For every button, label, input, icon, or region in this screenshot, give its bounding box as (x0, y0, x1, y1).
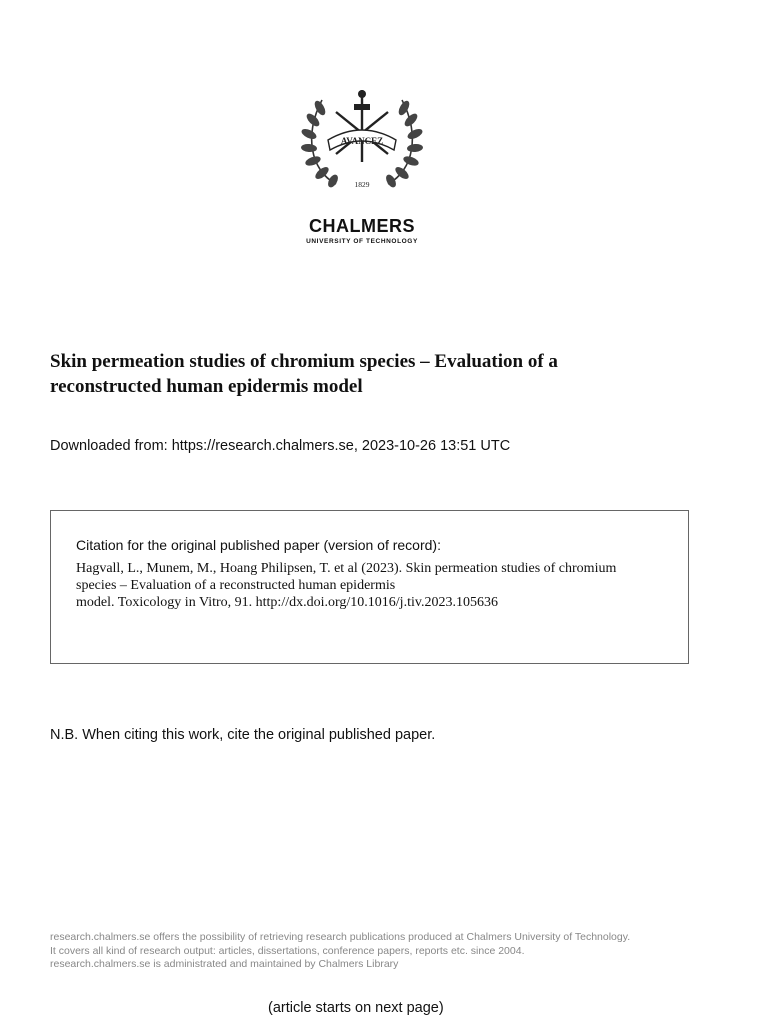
seal-motto: AVANCEZ (340, 136, 384, 146)
citation-box (50, 510, 689, 664)
citation-note: N.B. When citing this work, cite the original published paper. (50, 727, 436, 743)
paper-title-line: Skin permeation studies of chromium species – Evaluation of a (50, 351, 558, 372)
paper-title (50, 349, 710, 399)
download-info: Downloaded from: https://research.chalmers.se, 2023-10-26 13:51 UTC (50, 438, 511, 454)
citation-line: Hagvall, L., Munem, M., Hoang Philipsen, T. et al (2023). Skin permeation studies of chromium (76, 561, 617, 576)
citation-heading: Citation for the original published paper (version of record): (76, 537, 441, 553)
citation-text (76, 560, 676, 611)
footer-line: research.chalmers.se offers the possibility of retrieving research publications produced at Chalmers University of Technology. (50, 931, 631, 943)
citation-line: species – Evaluation of a reconstructed human epidermis (76, 578, 396, 593)
footer-line: research.chalmers.se is administrated and maintained by Chalmers Library (50, 958, 399, 970)
footer-info (50, 931, 630, 972)
footer-line: It covers all kind of research output: articles, dissertations, conference papers, reports etc. since 2004. (50, 944, 525, 957)
seal-year: 1829 (354, 180, 370, 189)
paper-title-line: reconstructed human epidermis model (50, 376, 363, 397)
logo-subtitle: UNIVERSITY OF TECHNOLOGY (306, 238, 418, 245)
chalmers-seal-icon (296, 84, 428, 196)
logo-wordmark: CHALMERS (309, 216, 415, 236)
citation-line: model. Toxicology in Vitro, 91. http://dx.doi.org/10.1016/j.tiv.2023.105636 (76, 595, 498, 610)
next-page-note: (article starts on next page) (268, 1000, 444, 1016)
